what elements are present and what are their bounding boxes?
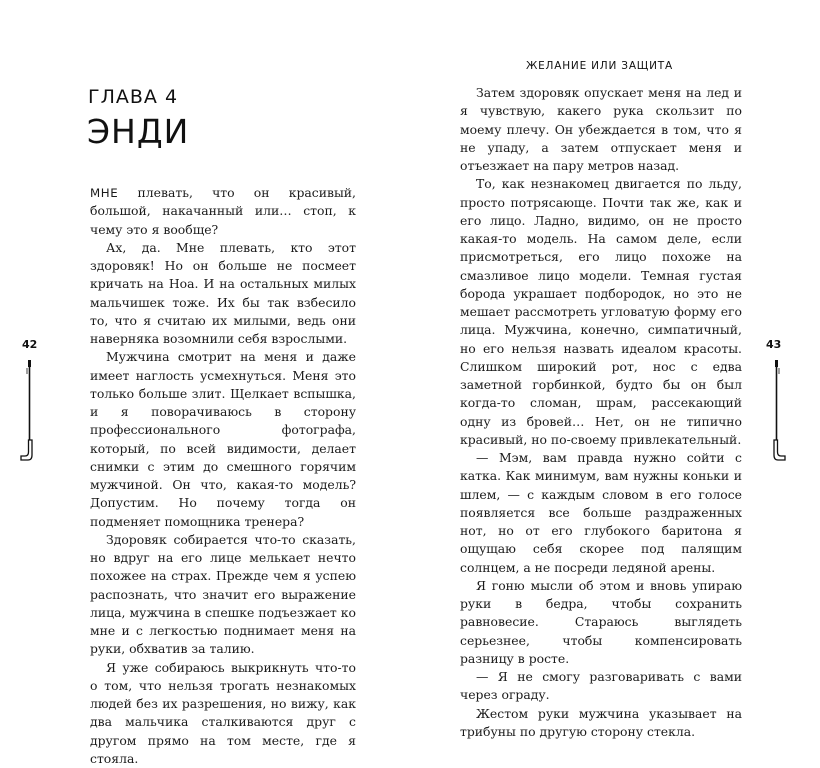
running-head: ЖЕЛАНИЕ ИЛИ ЗАЩИТА	[526, 60, 673, 72]
right-page	[410, 0, 820, 662]
paragraph: Здоровяк собирается что-то сказать, но вдруг на его лице мелькает нечто похожее на страх. Прежде чем я успею распознать, что значит его выражение лица, мужчина в спешке подъезжает ко мне и с легкостью поднимает меня на руки, обхватив за талию.	[90, 531, 356, 659]
chapter-title: ЭНДИ	[87, 112, 189, 151]
page-number: 43	[766, 338, 781, 351]
paragraph: Я гоню мысли об этом и вновь упираю руки в бедра, чтобы сохранить равновесие. Стараюсь выглядеть серьезнее, чтобы компенсировать разницу в росте.	[460, 577, 742, 668]
paragraph	[90, 184, 356, 239]
left-page	[0, 0, 410, 662]
paragraph: Мужчина смотрит на меня и даже имеет наглость усмехнуться. Меня это только больше злит. Щелкает вспышка, и я поворачиваюсь в сторону профессионального фотографа, который, по всей видимости, делает снимки с этим до смешного горячим мужчиной. Он что, какая-то модель? Допустим. Но почему тогда он подменяет помощника тренера?	[90, 348, 356, 531]
opening-caps: МНЕ	[90, 186, 118, 200]
paragraph: Жестом руки мужчина указывает на трибуны по другую сторону стекла.	[460, 705, 742, 742]
page-number: 42	[22, 338, 37, 351]
left-body-text	[90, 184, 356, 768]
paragraph: Затем здоровяк опускает меня на лед и я чувствую, какего рука скользит по моему плечу. Он убеждается в том, что я не упаду, а затем отпускает меня и отъезжает на пару метров назад.	[460, 84, 742, 175]
paragraph: — Мэм, вам правда нужно сойти с катка. Как минимум, вам нужны коньки и шлем, — с каждым словом в его голосе появляется все больше раздраженных нот, но от его глубокого баритона я ощущаю себя скорее под палящим солнцем, а не посреди ледяной арены.	[460, 449, 742, 577]
paragraph: Я уже собираюсь выкрикнуть что-то о том, что нельзя трогать незнакомых людей без их разрешения, но вижу, как два мальчика сталкиваются друг с другом прямо на том месте, где я стояла.	[90, 659, 356, 768]
paragraph-text: плевать, что он красивый, большой, накачанный или… стоп, к чему это я вообще?	[90, 185, 356, 237]
paragraph: То, как незнакомец двигается по льду, просто потрясающе. Почти так же, как и его лицо. Ладно, видимо, он не просто какая-то модель. На самом деле, если присмотреться, его лицо похоже на смазливое лицо модели. Темная густая борода украшает подбородок, но это не мешает рассмотреть угловатую форму его лица. Мужчина, конечно, симпатичный, но его нельзя назвать идеалом красоты. Слишком широкий рот, нос с едва заметной горбинкой, будто бы он был когда-то сломан, шрам, рассекающий одну из бровей… Нет, он не типично красивый, но по-своему привлекательный.	[460, 175, 742, 449]
paragraph: Ах, да. Мне плевать, кто этот здоровяк! Но он больше не посмеет кричать на Ноа. И на остальных милых мальчишек тоже. Их бы так взбесило то, что я считаю их милыми, ведь они наверняка возомнили себя взрослыми.	[90, 239, 356, 349]
paragraph: — Я не смогу разговаривать с вами через ограду.	[460, 668, 742, 705]
chapter-label: ГЛАВА 4	[88, 86, 178, 108]
hockey-stick-icon	[19, 360, 43, 466]
hockey-stick-icon	[763, 360, 787, 466]
right-body-text	[460, 84, 742, 741]
